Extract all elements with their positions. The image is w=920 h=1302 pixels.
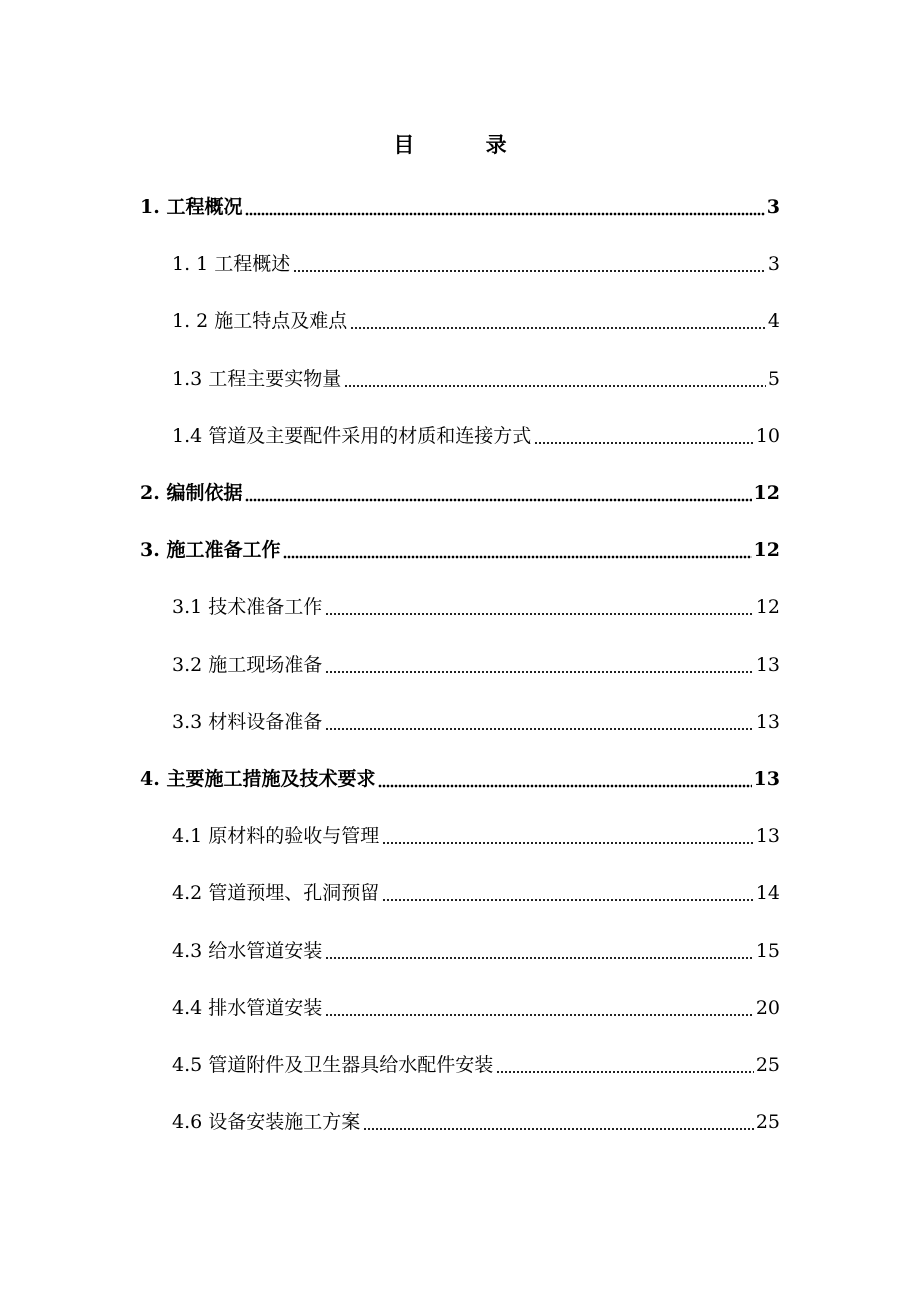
toc-entry-label: 4.6 设备安装施工方案 [172, 1111, 361, 1134]
toc-section-entry[interactable] [172, 872, 780, 906]
toc-section-entry[interactable] [172, 415, 780, 449]
toc-page-number: 5 [767, 367, 780, 390]
toc-entry-label: 4. 主要施工措施及技术要求 [140, 768, 376, 790]
toc-dot-leader [325, 711, 754, 731]
toc-dot-leader [293, 253, 766, 273]
toc-dot-leader [382, 882, 754, 902]
toc-page-number: 13 [755, 825, 780, 848]
toc-entry-label: 2. 编制依据 [140, 482, 243, 504]
toc-page-number: 25 [755, 1054, 780, 1076]
toc-page-number: 12 [753, 539, 780, 562]
toc-entry-label: 4.4 排水管道安装 [172, 996, 323, 1019]
page-title: 目 录 [393, 132, 539, 157]
toc-entry-label: 4.5 管道附件及卫生器具给水配件安装 [172, 1054, 494, 1076]
toc-page-number: 12 [753, 482, 780, 504]
toc-section-entry[interactable] [172, 930, 780, 964]
toc-section-entry[interactable] [172, 815, 780, 849]
toc-page-number: 14 [755, 882, 780, 905]
toc-section-entry[interactable] [172, 987, 780, 1021]
toc-page-number: 10 [755, 424, 780, 447]
toc-dot-leader [534, 425, 754, 445]
toc-section-entry[interactable] [172, 644, 780, 678]
toc-page-number: 4 [767, 310, 780, 333]
toc-dot-leader [245, 196, 764, 216]
toc-entry-label: 3.2 施工现场准备 [172, 653, 323, 676]
toc-entry-label: 3.1 技术准备工作 [172, 596, 323, 619]
toc-entry-label: 4.1 原材料的验收与管理 [172, 825, 380, 848]
toc-entry-label: 1. 工程概况 [140, 196, 243, 218]
toc-page-number: 12 [755, 596, 780, 619]
toc-page-number: 13 [755, 710, 780, 733]
toc-chapter-entry[interactable] [140, 472, 780, 506]
toc-page-number: 3 [766, 196, 780, 218]
toc-dot-leader [496, 1054, 754, 1074]
toc-entry-label: 4.2 管道预埋、孔洞预留 [172, 882, 380, 905]
toc-dot-leader [363, 1111, 754, 1131]
toc-dot-leader [325, 596, 754, 616]
toc-entry-label: 4.3 给水管道安装 [172, 939, 323, 962]
toc-dot-leader [325, 654, 754, 674]
toc-section-entry[interactable] [172, 358, 780, 392]
toc-entry-label: 1. 1 工程概述 [172, 253, 291, 276]
toc-dot-leader [344, 368, 766, 388]
toc-dot-leader [245, 482, 751, 502]
toc-dot-leader [378, 768, 751, 788]
toc-section-entry[interactable] [172, 300, 780, 334]
toc-section-entry[interactable] [172, 243, 780, 277]
toc-page-number: 13 [755, 653, 780, 676]
toc-entry-label: 1. 2 施工特点及难点 [172, 310, 348, 333]
toc-page-number: 13 [753, 768, 780, 790]
toc-dot-leader [350, 310, 766, 330]
toc-page-number: 25 [755, 1111, 780, 1134]
toc-dot-leader [325, 940, 754, 960]
toc-entry-label: 1.3 工程主要实物量 [172, 367, 342, 390]
toc-section-entry[interactable] [172, 1101, 780, 1135]
toc-entry-label: 3.3 材料设备准备 [172, 710, 323, 733]
toc-entry-label: 3. 施工准备工作 [140, 539, 281, 562]
toc-page-number: 3 [767, 253, 780, 276]
toc-dot-leader [382, 825, 754, 845]
toc-chapter-entry[interactable] [140, 186, 780, 220]
toc-entry-label: 1.4 管道及主要配件采用的材质和连接方式 [172, 424, 532, 447]
toc-chapter-entry[interactable] [140, 758, 780, 792]
toc-page-number: 20 [755, 996, 780, 1019]
toc-section-entry[interactable] [172, 586, 780, 620]
toc-dot-leader [283, 539, 751, 559]
toc-section-entry[interactable] [172, 701, 780, 735]
toc-page-number: 15 [755, 939, 780, 962]
toc-dot-leader [325, 997, 754, 1017]
toc-chapter-entry[interactable] [140, 529, 780, 563]
toc-section-entry[interactable] [172, 1044, 780, 1078]
